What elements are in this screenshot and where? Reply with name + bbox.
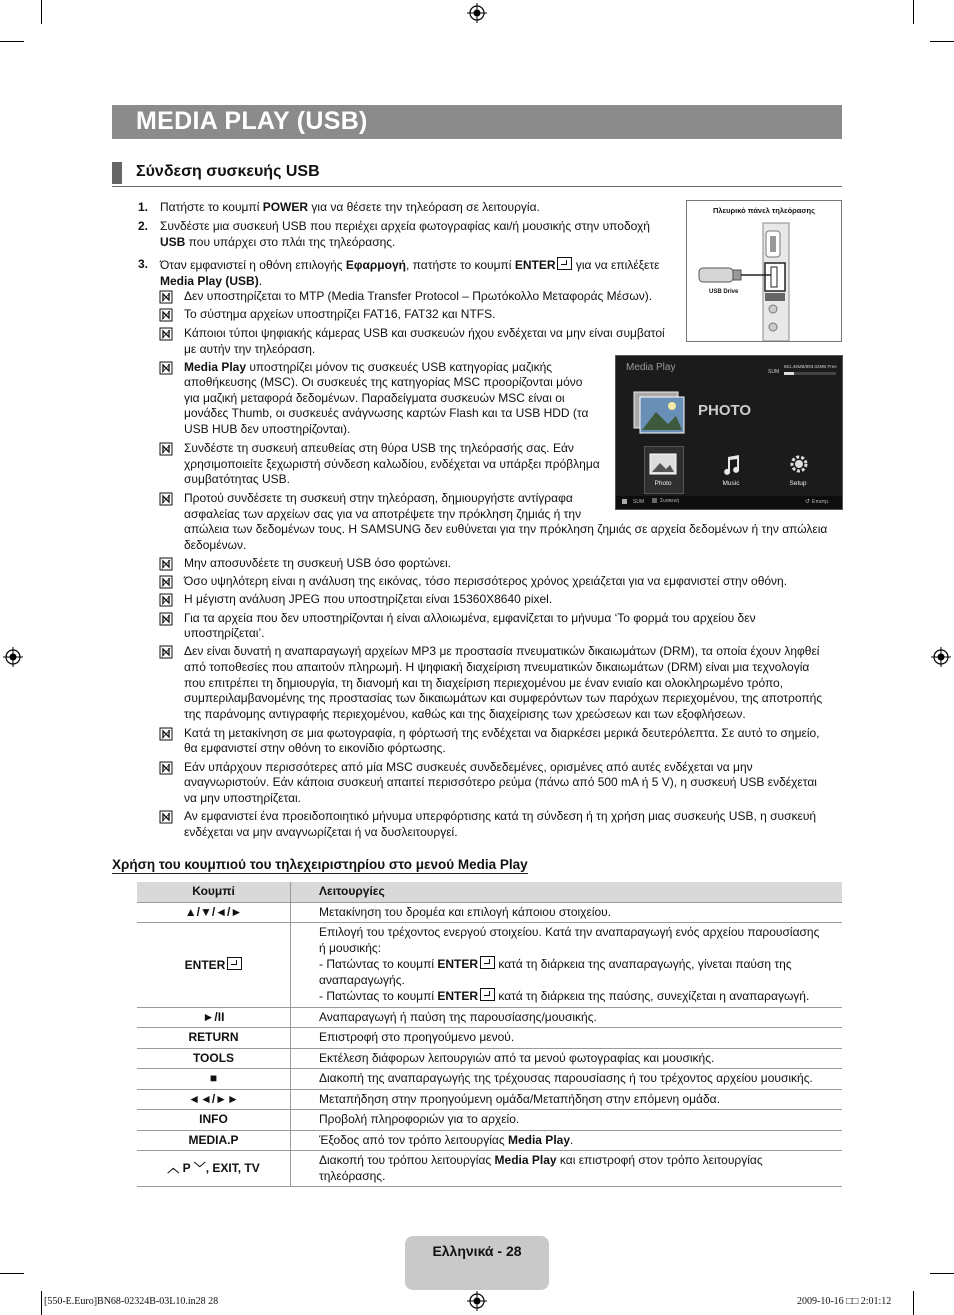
return-icon: ↺ — [805, 499, 811, 505]
note-icon — [159, 727, 173, 741]
table-row — [137, 1110, 842, 1131]
step-number: 2. — [138, 219, 149, 233]
note-icon — [159, 308, 173, 322]
media-play-bottom-bar — [616, 496, 842, 509]
note-text: Για τα αρχεία που δεν υποστηρίζονται ή είναι αλλοιωμένα, εμφανίζεται το μήνυμα ‘Το φορμά του αρχείου δεν — [184, 611, 756, 625]
menu-item-setup[interactable]: Setup — [789, 480, 807, 487]
print-slug-right: 2009-10-16 □□ 2:01:12 — [797, 1296, 892, 1307]
crop-mark — [930, 41, 954, 42]
registration-mark-icon — [931, 647, 951, 667]
capacity-text: 851.46MB/993.02MB Free — [784, 364, 837, 369]
note-text: Δεν υποστηρίζεται το MTP (Media Transfer Protocol – Πρωτόκολλο Μεταφοράς Μέσων). — [184, 289, 653, 303]
note-text: Δεν είναι δυνατή η αναπαραγωγή αρχείων MP3 με προστασία πνευματικών δικαιωμάτων (DRM), τα οποία έχουν ληφθεί — [184, 644, 820, 658]
page-title-bar — [112, 105, 842, 139]
note-icon — [159, 593, 173, 607]
return-button-label[interactable]: Επιστρ. — [812, 499, 830, 505]
function-cell: Μετακίνηση του δρομέα και επιλογή κάποιου στοιχείου. — [291, 902, 843, 923]
remote-usage-heading: Χρήση του κουμπιού του τηλεχειριστηρίου στο μενού Media Play — [112, 857, 528, 872]
chevron-down-icon: ﹀ — [193, 1160, 206, 1175]
step-2-text: Συνδέστε μια συσκευή USB που περιέχει αρχεία φωτογραφίας και/ή μουσικής στην υποδοχή USB που υπάρχει στο πλάι της τηλεόρασης. — [160, 219, 650, 249]
crop-mark — [930, 1273, 954, 1274]
table-header-row — [137, 882, 842, 902]
button-cell: MEDIA.P — [137, 1130, 291, 1151]
note-icon — [159, 810, 173, 824]
note-text: που επιτρέπει τη δημιουργία, τη διανομή και τη διαχείριση περιεχομένου με έναν ενιαίο και ολοκληρωμένο τρόπο, — [184, 676, 784, 690]
note-text: για μαζική μεταφορά δεδομένων. Παραδείγματα συσκευών MSC είναι οι — [184, 391, 565, 405]
usb-drive-label: USB Drive — [709, 289, 739, 295]
tv-side-panel-figure — [686, 200, 842, 342]
button-cell: ►/II — [137, 1007, 291, 1028]
table-row — [137, 923, 842, 1008]
note-icon — [159, 575, 173, 589]
bottom-device-button[interactable]: Συσκευή — [660, 498, 680, 504]
step-number: 1. — [138, 200, 149, 214]
crop-mark — [41, 1291, 42, 1315]
table-row — [137, 1069, 842, 1090]
note-text: απώλεια των δεδομένων τους. Η SAMSUNG δεν ευθύνεται για την πρόκληση ζημιάς σε αρχεία δεδομένων ή την απώλεια — [184, 522, 828, 536]
tv-side-panel-illustration — [687, 211, 841, 341]
note-text: Όσο υψηλότερη είναι η ανάλυση της εικόνας, τόσο περισσότερος χρόνος χρειάζεται για να εμφανιστεί στην οθόνη. — [184, 574, 788, 588]
note-icon — [159, 557, 173, 571]
table-row — [137, 1007, 842, 1028]
function-cell: Προβολή πληροφοριών για το αρχείο. — [291, 1110, 843, 1131]
page-title: MEDIA PLAY (USB) — [136, 107, 368, 135]
note-text: θα εμφανιστεί στην οθόνη το εικονίδιο φόρτωσης. — [184, 741, 446, 755]
note-text: μονάδες Thumb, οι συσκευές ανάγνωσης καρτών Flash και τα USB HDD (τα — [184, 406, 589, 420]
panel-label: Πλευρικό πάνελ τηλεόρασης — [712, 206, 816, 215]
table-row — [137, 1151, 842, 1187]
button-cell: ◄◄/►► — [137, 1089, 291, 1110]
bottom-device-label: SUM — [633, 499, 645, 505]
usb-icon — [622, 499, 627, 504]
section-title: Σύνδεση συσκευής USB — [136, 163, 320, 180]
button-cell: TOOLS — [137, 1048, 291, 1069]
crop-mark — [0, 1273, 24, 1274]
note-text: Media Play υποστηρίζει μόνον τις συσκευές USB κατηγορίας μαζικής — [184, 360, 553, 374]
function-cell: Μεταπήδηση στην προηγούμενη ομάδα/Μεταπήδηση στην επόμενη ομάδα. — [291, 1089, 843, 1110]
note-text: συμβατότητας USB. — [184, 472, 291, 486]
step-1-text: Πατήστε το κουμπί POWER για να θέσετε την τηλεόραση σε λειτουργία. — [160, 200, 540, 214]
note-text: με αυτήν την τηλεόραση. — [184, 342, 316, 356]
button-cell: ︿ P ﹀, EXIT, TV — [137, 1151, 291, 1187]
note-text: Συνδέστε τη συσκευή απευθείας στη θύρα USB της τηλεόρασής σας. Εάν — [184, 441, 574, 455]
page-number: Ελληνικά - 28 — [432, 1243, 522, 1259]
photo-icon — [649, 453, 677, 475]
function-cell: Διακοπή του τρόπου λειτουργίας Media Play και επιστροφή στον τρόπο λειτουργίας τηλεόρασης. — [291, 1151, 843, 1187]
print-slug-left: [550-E.Euro]BN68-02324B-03L10.in28 28 — [44, 1296, 219, 1307]
note-text: ασφαλείας των αρχείων σας για να αποτρέψετε την πρόκληση ζημιάς ή την — [184, 507, 582, 521]
page-number-tab — [405, 1236, 549, 1290]
photo-stack-icon — [630, 388, 690, 436]
note-icon — [159, 327, 173, 341]
table-row — [137, 1048, 842, 1069]
chevron-up-icon: ︿ — [167, 1160, 180, 1175]
function-cell: Αναπαραγωγή ή παύση της παρουσίασης/μουσικής. — [291, 1007, 843, 1028]
note-icon — [159, 612, 173, 626]
device-label: SUM — [768, 369, 780, 375]
media-play-header: Media Play — [626, 362, 676, 373]
enter-icon — [227, 957, 242, 970]
column-header-button: Κουμπί — [137, 882, 291, 902]
note-text: Η μέγιστη ανάλυση JPEG που υποστηρίζεται είναι 15360X8640 pixel. — [184, 592, 553, 606]
enter-icon — [480, 988, 495, 1001]
note-text: USB HUB δεν υποστηρίζονται). — [184, 422, 351, 436]
crop-mark — [913, 1291, 914, 1315]
menu-item-music[interactable]: Music — [722, 480, 740, 487]
function-cell: Εκτέλεση διάφορων λειτουργιών από τα μενού φωτογραφίας και μουσικής. — [291, 1048, 843, 1069]
crop-mark — [0, 41, 24, 42]
column-header-function: Λειτουργίες — [291, 882, 843, 902]
function-cell: Επιστροφή στο προηγούμενο μενού. — [291, 1028, 843, 1049]
note-text: δεδομένων. — [184, 538, 247, 552]
button-cell: ■ — [137, 1069, 291, 1090]
table-row — [137, 902, 842, 923]
capacity-bar — [784, 372, 836, 375]
registration-mark-icon — [467, 1291, 487, 1311]
menu-item-photo[interactable]: Photo — [654, 480, 672, 487]
button-cell: RETURN — [137, 1028, 291, 1049]
note-text: συμπεριλαμβανομένης της προστασίας των δικαιωμάτων και συμφερόντων των παρόχων περιεχομένου, της αποτροπής — [184, 691, 823, 705]
crop-mark — [913, 0, 914, 24]
table-row — [137, 1028, 842, 1049]
note-text: Αν εμφανιστεί ένα προειδοποιητικό μήνυμα υπερφόρτισης κατά τη σύνδεση ή τη χρήση μιας συσκευής USB, η συσκευή — [184, 809, 817, 823]
note-text: αποθήκευσης (MSC). Οι συσκευές της κατηγορίας MSC προορίζονται μόνο — [184, 375, 583, 389]
note-icon — [159, 290, 173, 304]
note-icon — [159, 361, 173, 375]
color-button-icon — [652, 498, 657, 503]
note-icon — [159, 761, 173, 775]
note-text: Προτού συνδέσετε τη συσκευή στην τηλεόραση, δημιουργήστε αντίγραφα — [184, 491, 573, 505]
note-icon — [159, 492, 173, 506]
note-icon — [159, 442, 173, 456]
note-text: Κατά τη μετακίνηση σε μια φωτογραφία, η φόρτωσή της ενδέχεται να διαρκέσει μερικά δευτερόλεπτα. Σε αυτό το σημείο, — [184, 726, 820, 740]
enter-icon — [480, 956, 495, 969]
button-cell: ▲/▼/◄/► — [137, 902, 291, 923]
note-icon — [159, 645, 173, 659]
note-text: υποστηρίζεται’. — [184, 626, 265, 640]
current-category: PHOTO — [698, 402, 752, 419]
note-text: Μην αποσυνδέετε τη συσκευή USB όσο φορτώνει. — [184, 556, 452, 570]
enter-icon — [557, 257, 572, 270]
note-text: της παράνομης αντιγραφής περιεχομένου, καθώς και της διαχείρισης των χρεώσεων και των εξοφλήσεων. — [184, 707, 746, 721]
step-number: 3. — [138, 257, 149, 271]
gear-icon — [788, 453, 810, 475]
registration-mark-icon — [3, 647, 23, 667]
note-text: Το σύστημα αρχείων υποστηρίζει FAT16, FAT32 και NTFS. — [184, 307, 496, 321]
section-marker — [112, 162, 122, 184]
note-text: να μην υποστηρίζεται. — [184, 791, 301, 805]
note-text: ενδέχεται να μην αναγνωρίζεται ή να δυσλειτουργεί. — [184, 825, 458, 839]
note-text: αναγνωριστούν. Εάν κάποια συσκευή απαιτεί περισσότερο ρεύμα (πάνω από 500 mA ή 5 V), η συσκευή USB ενδέχεται — [184, 775, 817, 789]
registration-mark-icon — [467, 3, 487, 23]
note-text: Εάν υπάρχουν περισσότερες από μία MSC συσκευές συνδεδεμένες, ορισμένες από αυτές ενδέχεται να μην — [184, 760, 753, 774]
music-icon — [720, 454, 742, 476]
section-heading — [112, 162, 842, 187]
table-row — [137, 1089, 842, 1110]
note-text: από τοποθεσίες που απαιτούν πληρωμή. Η ψηφιακή διαχείριση πνευματικών δικαιωμάτων (DRM) είναι μια τεχνολογία — [184, 660, 810, 674]
note-text: χρησιμοποιείτε ξεχωριστή σύνδεση καλωδίου, ενδέχεται να υπάρξει πρόβλημα — [184, 457, 600, 471]
note-text: Κάποιοι τύποι ψηφιακής κάμερας USB και συσκευών ήχου ενδέχεται να μην είναι συμβατοί — [184, 326, 665, 340]
crop-mark — [41, 0, 42, 24]
function-cell: Διακοπή της αναπαραγωγής της τρέχουσας παρουσίασης ή του τρέχοντος αρχείου μουσικής. — [291, 1069, 843, 1090]
button-cell: ENTER — [137, 923, 291, 1008]
media-play-screen — [615, 355, 843, 510]
function-cell: Έξοδος από τον τρόπο λειτουργίας Media Play. — [291, 1130, 843, 1151]
step-3-text: Όταν εμφανιστεί η οθόνη επιλογής Εφαρμογή, πατήστε το κουμπί ENTER για να επιλέξετε Media Play (USB). — [160, 258, 660, 288]
function-cell: Επιλογή του τρέχοντος ενεργού στοιχείου. Κατά την αναπαραγωγή ενός αρχείου παρουσίασης ή μουσικής: - Πατώντας το κουμπί ENTER κατά τη διάρκεια της αναπαραγωγής, γίνεται παύση της αναπαραγωγής. - Πατώντας το κουμπί ENTER κατά τη διάρκεια της παύσης, συνεχίζεται η αναπαραγωγή. — [291, 923, 843, 1008]
remote-buttons-table — [137, 882, 842, 1187]
button-cell: INFO — [137, 1110, 291, 1131]
table-row — [137, 1130, 842, 1151]
